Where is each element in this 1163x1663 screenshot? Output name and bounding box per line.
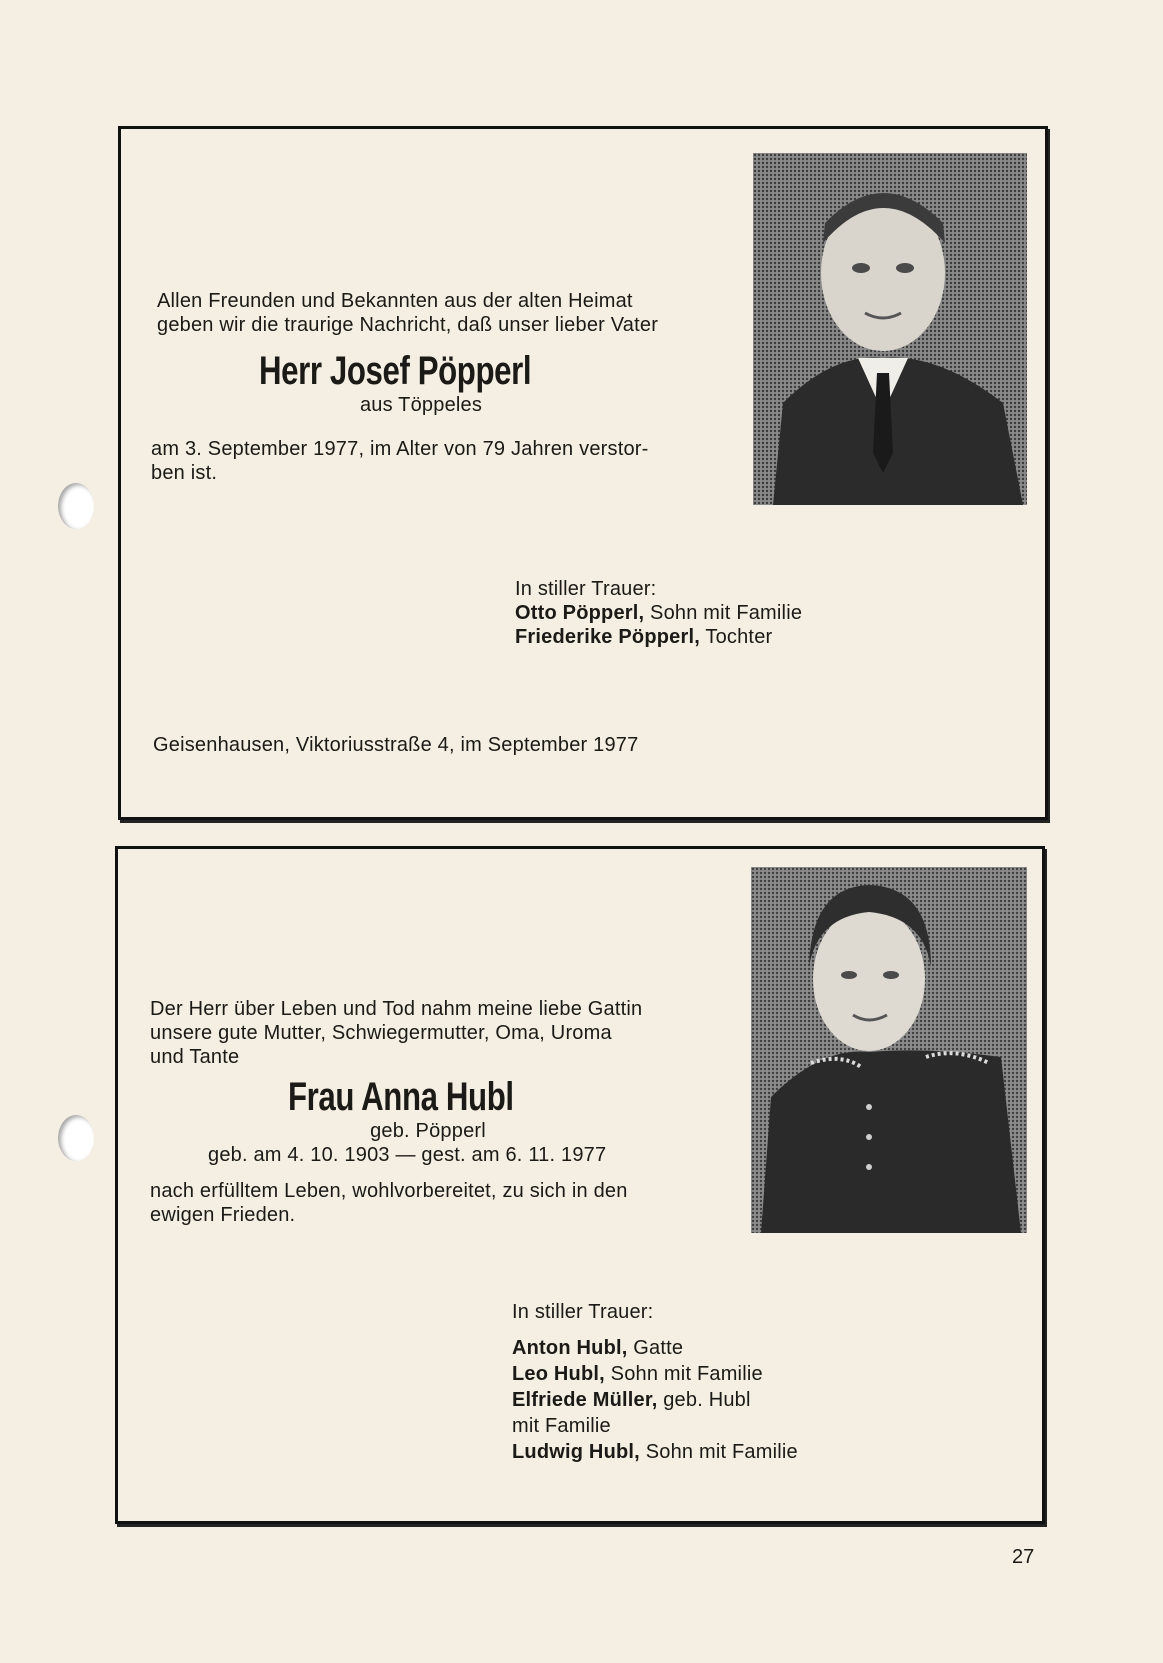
intro-line: Der Herr über Leben und Tod nahm meine liebe Gattin (150, 998, 643, 1020)
mourner (512, 1413, 932, 1439)
peace-line: nach erfülltem Leben, wohlvorbereitet, zu sich in den (150, 1180, 628, 1202)
mourner (515, 625, 935, 649)
obituary-notice-josef (118, 126, 1048, 820)
mourner-relation: Tochter (705, 626, 773, 648)
intro-line: Allen Freunden und Bekannten aus der alten Heimat (157, 290, 633, 312)
page-number: 27 (1012, 1546, 1035, 1568)
mourning-heading: In stiller Trauer: (512, 1301, 654, 1323)
deceased-name: Frau Anna Hubl (288, 1075, 514, 1119)
mourners-block (512, 1299, 932, 1465)
address-text: Geisenhausen, Viktoriusstraße 4, im September 1977 (153, 734, 639, 756)
mourner-name: Otto Pöpperl, (515, 602, 645, 624)
mourner-name: Anton Hubl, (512, 1337, 628, 1359)
intro-line: geben wir die traurige Nachricht, daß unser lieber Vater (157, 314, 659, 336)
mourner-relation: Sohn mit Familie (645, 1441, 798, 1463)
mourner-relation: Sohn mit Familie (650, 602, 803, 624)
death-text (151, 437, 731, 485)
portrait-photo-anna (751, 867, 1027, 1233)
mourning-heading: In stiller Trauer: (515, 578, 657, 600)
punch-hole-bottom (58, 1115, 94, 1161)
mourner-name: Leo Hubl, (512, 1363, 605, 1385)
mourners-block (515, 577, 935, 649)
portrait-photo-josef (753, 153, 1027, 505)
punch-hole-top (58, 483, 94, 529)
obituary-notice-anna (115, 846, 1045, 1524)
origin-text: aus Töppeles (359, 394, 483, 416)
mourner-relation: geb. Hubl (663, 1389, 751, 1411)
intro-text (157, 289, 717, 337)
mourner-relation: mit Familie (512, 1415, 611, 1437)
mourner-relation: Sohn mit Familie (610, 1363, 763, 1385)
mourner (515, 601, 935, 625)
death-line: ben ist. (151, 462, 218, 484)
mourner (512, 1335, 932, 1361)
mourner (512, 1387, 932, 1413)
peace-line: ewigen Frieden. (150, 1204, 296, 1226)
mourner (512, 1361, 932, 1387)
mourner-name: Friederike Pöpperl, (515, 626, 700, 648)
peace-text (150, 1179, 730, 1227)
intro-line: und Tante (150, 1046, 240, 1068)
deceased-name: Herr Josef Pöpperl (259, 349, 532, 393)
mourner-name: Ludwig Hubl, (512, 1441, 640, 1463)
intro-text (150, 997, 730, 1069)
intro-line: unsere gute Mutter, Schwiegermutter, Oma, Uroma (150, 1022, 612, 1044)
mourner-name: Elfriede Müller, (512, 1389, 658, 1411)
mourner-relation: Gatte (633, 1337, 684, 1359)
death-line: am 3. September 1977, im Alter von 79 Jahren verstor- (151, 438, 649, 460)
life-dates: geb. am 4. 10. 1903 — gest. am 6. 11. 1977 (208, 1144, 607, 1166)
maiden-name: geb. Pöpperl (370, 1120, 486, 1142)
mourner (512, 1439, 932, 1465)
